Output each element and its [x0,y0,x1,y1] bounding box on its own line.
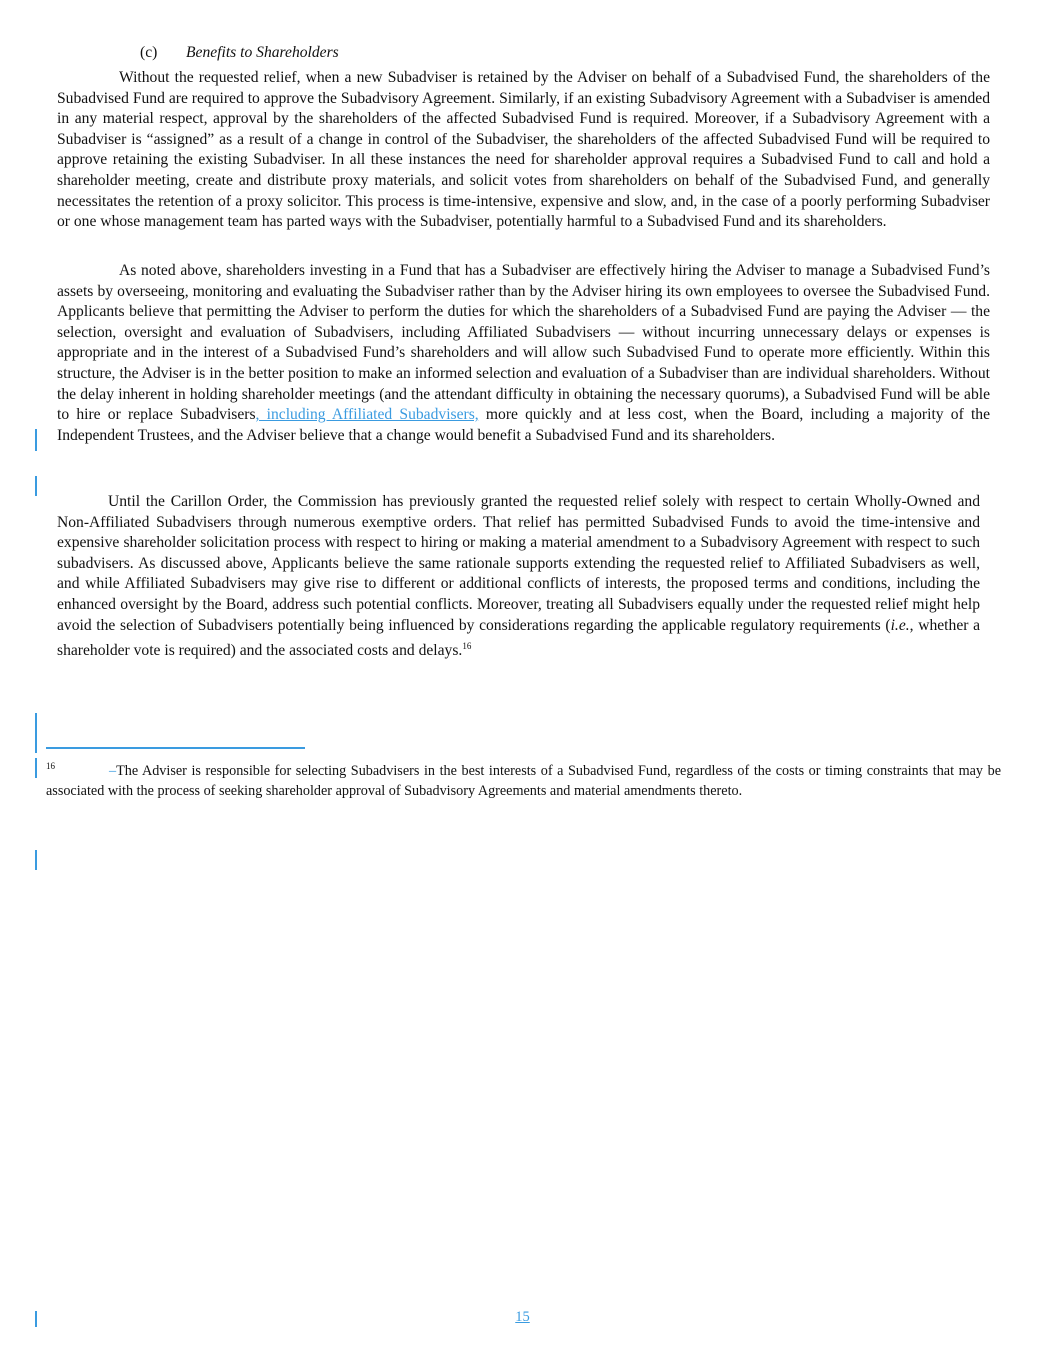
change-bar [35,850,37,870]
page-number: 15 [515,1309,530,1325]
change-bar [35,758,37,778]
paragraph-3-text: Until the Carillon Order, the Commission has previously granted the requested relief solely with respect to certain Wholly-Owned and Non-Affiliated Subadvisers through numerous exemptive orders. That relief has permitted Subadvised Funds to avoid the time-intensive and expensive shareholder solicitation process with respect to hiring or making a material amendment to a Subadvisory Agreement with respect to such subadvisers. As discussed above, Applicants believe the same rationale supports extending the requested relief to Affiliated Subadvisers as well, and while Affiliated Subadvisers may give rise to different or additional conflicts of interests, the proposed terms and conditions, including the enhanced oversight by the Board, address such potential conflicts. Moreover, treating all Subadvisers equally under the requested relief might help avoid the selection of Subadvisers potentially being influenced by considerations regarding the applicable regulatory requirements ( [57,493,980,634]
footnote-reference[interactable]: 16 [462,641,472,652]
ie-italic: i.e. [890,616,910,634]
footnote-number: 16 [46,761,55,771]
section-heading [140,43,339,63]
footnote [46,757,1001,801]
footnote-text: The Adviser is responsible for selecting Subadvisers in the best interests of a Subadvised Fund, regardless of the costs or timing constraints that may be associated with the process of seeking shareholder approval of Subadvisory Agreements and material amendments thereto. [46,763,1001,799]
footnote-dash: – [109,763,117,779]
change-bar [35,476,37,496]
paragraph-3 [57,492,980,662]
change-bar [35,429,37,451]
section-number: (c) [140,44,158,61]
paragraph-3-end: , whether a shareholder vote is required) and the associated costs and delays. [57,616,980,660]
section-title: Benefits to Shareholders [186,44,339,61]
inserted-revision: , including Affiliated Subadvisers, [255,406,479,424]
paragraph-1: Without the requested relief, when a new Subadviser is retained by the Adviser on behalf of a Subadvised Fund, the shareholders of the Subadvised Fund are required to approve the Subadvisory Agreement. Similarly, if an existing Subadvisory Agreement with a Subadviser is amended in any material respect, approval by the shareholders of the affected Subadvised Fund is required. Moreover, if a Subadvisory Agreement with a Subadviser is “assigned” as a result of a change in control of the Subadviser, the shareholders of the affected Subadvised Fund will be required to approve retaining the existing Subadviser. In all these instances the need for shareholder approval requires a Subadvised Fund to call and hold a shareholder meeting, create and distribute proxy materials, and solicit votes from shareholders on behalf of the Subadvised Fund, and generally necessitates the retention of a proxy solicitor. This process is time-intensive, expensive and slow, and, in the case of a poorly performing Subadviser or one whose management team has parted ways with the Subadviser, potentially harmful to a Subadvised Fund and its shareholders. [57,69,990,231]
paragraph-2-text: As noted above, shareholders investing in a Fund that has a Subadviser are effectively hiring the Adviser to manage a Subadvised Fund’s assets by overseeing, monitoring and evaluating the Subadviser rather than by the Adviser hiring its own employees to oversee the Subadvised Fund. Applicants believe that permitting the Adviser to perform the duties for which the shareholders of a Subadvised Fund are paying the Adviser — the selection, oversight and evaluation of Subadvisers, including Affiliated Subadvisers — without incurring unnecessary delays or expenses is appropriate and in the interest of a Subadvised Fund’s shareholders and will allow such Subadvised Fund to operate more efficiently. Within this structure, the Adviser is in the better position to make an informed selection and evaluation of a Subadviser than are individual shareholders. Without the delay inherent in holding shareholder meetings (and the attendant difficulty in obtaining the necessary quorums), a Subadvised Fund will be able to hire or replace Subadvisers [57,262,990,424]
footnote-separator [46,747,305,749]
paragraph-2 [57,261,990,446]
change-bar [35,713,37,753]
paragraph-2-end: more quickly and at less cost, when the Board, including a majority of the Independent Trustees, and the Adviser believe that a change would benefit a Subadvised Fund and its shareholders. [57,406,991,444]
